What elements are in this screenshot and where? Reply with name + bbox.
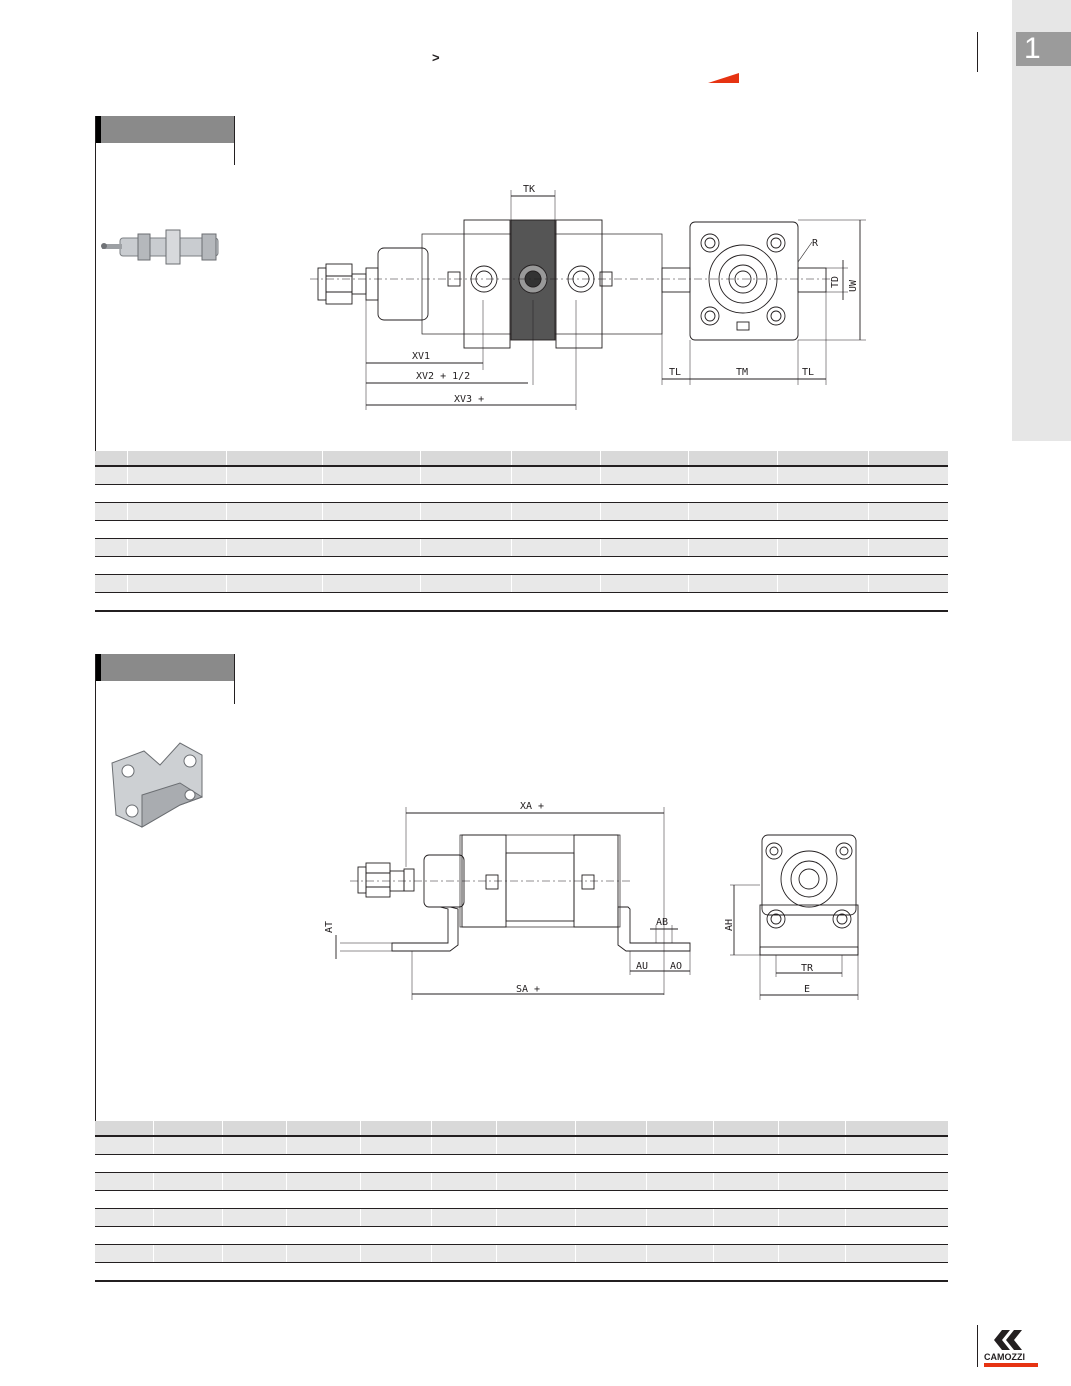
- label-at: AT: [324, 920, 335, 933]
- header-divider: [977, 32, 978, 72]
- label-ah: AH: [724, 918, 735, 931]
- label-ao: AO: [670, 961, 683, 972]
- section2-title-bar: [95, 654, 234, 681]
- label-tl-right: TL: [802, 367, 815, 378]
- label-tm: TM: [736, 367, 749, 378]
- label-e: E: [804, 984, 811, 995]
- label-tr: TR: [801, 963, 814, 974]
- section1-title-divider: [234, 116, 235, 165]
- label-xv3: XV3 +: [454, 394, 485, 405]
- label-tl-left: TL: [669, 367, 682, 378]
- label-xv2: XV2 + 1/2: [416, 371, 471, 382]
- foot-bracket-technical-drawing: [320, 795, 880, 1010]
- label-tk: TK: [523, 184, 536, 195]
- label-ab: AB: [656, 917, 669, 928]
- camozzi-logo-mark-icon: [994, 1330, 1022, 1350]
- label-au: AU: [636, 961, 649, 972]
- side-tab: [1012, 0, 1071, 441]
- label-xv1: XV1: [412, 351, 431, 362]
- trunnion-cylinder-photo: [98, 222, 226, 272]
- accent-triangle: [708, 73, 739, 83]
- section2-frame-left: [95, 654, 96, 1122]
- section1-title-bar: [95, 116, 234, 143]
- label-sa: SA +: [516, 984, 541, 995]
- foot-bracket-photo: [102, 735, 220, 835]
- section1-dimension-table: [95, 451, 948, 612]
- breadcrumb-arrow: >: [432, 50, 440, 65]
- label-r: R: [812, 238, 819, 249]
- trunnion-technical-drawing: [300, 180, 880, 415]
- section2-dimension-table: [95, 1121, 948, 1282]
- footer-divider: [977, 1325, 978, 1367]
- section2-title-divider: [234, 654, 235, 704]
- logo-red-bar: [984, 1363, 1038, 1367]
- logo-text: CAMOZZI: [984, 1352, 1025, 1362]
- label-td: TD: [830, 275, 841, 288]
- camozzi-logo: [982, 1326, 1040, 1368]
- label-xa: XA +: [520, 801, 545, 812]
- chapter-number: 1: [1016, 32, 1071, 66]
- section1-frame-left: [95, 116, 96, 453]
- label-uw: UW: [848, 279, 859, 292]
